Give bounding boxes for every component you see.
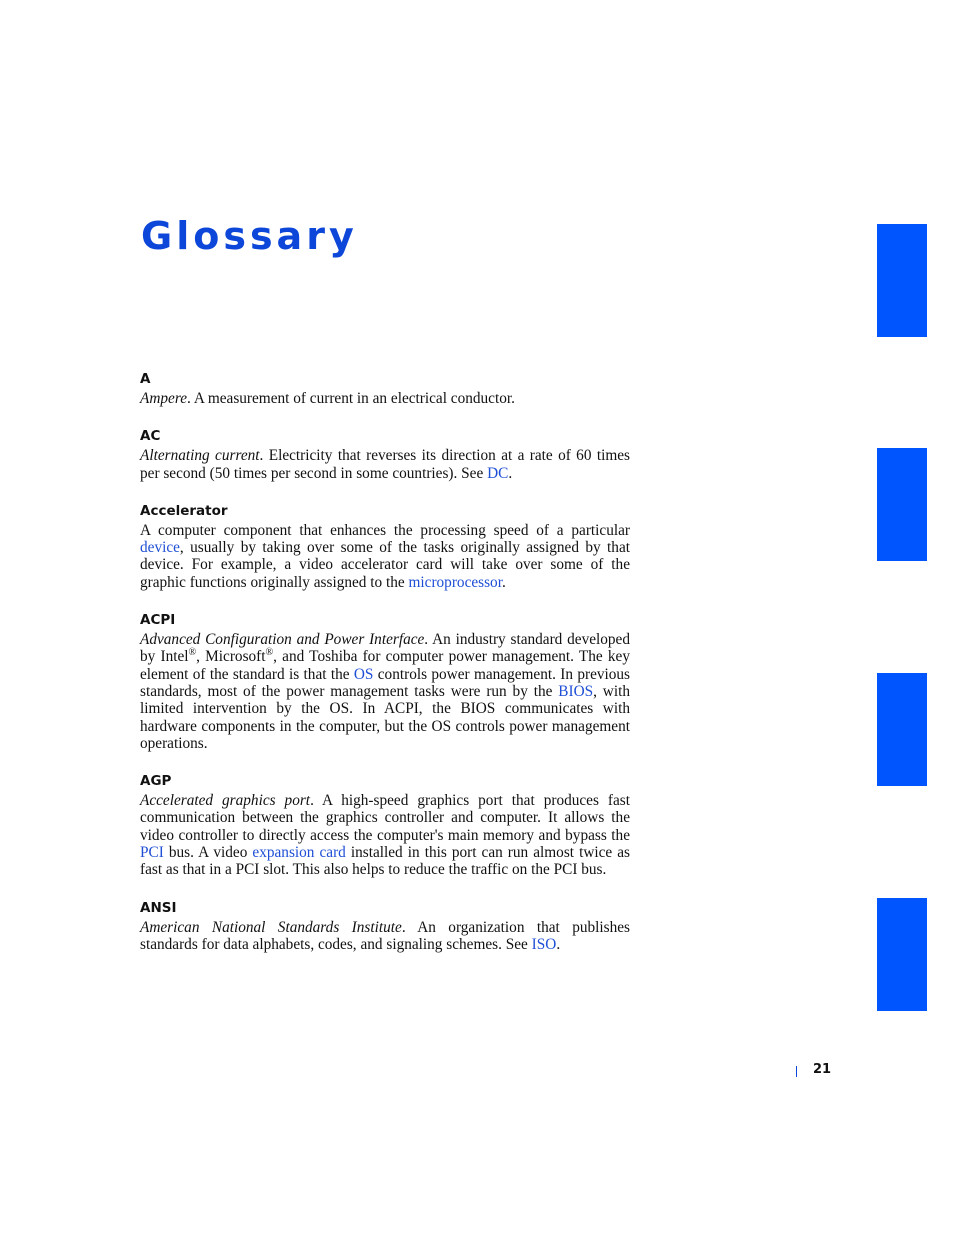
definition-text: bus. A video: [163, 844, 253, 862]
term-expansion: Accelerated graphics port: [140, 792, 311, 810]
registered-mark: ®: [188, 647, 197, 659]
glossary-entry: [140, 770, 630, 878]
definition-text: A computer component that enhances the processing speed of a particular: [140, 521, 630, 539]
glossary-entry: [140, 500, 630, 591]
cross-reference-link[interactable]: ISO: [531, 935, 557, 953]
glossary-definition: [140, 390, 630, 407]
definition-text: installed in this port can run almost twice as fast as that in a PCI slot. This also helps to reduce the traffic on the PCI bus.: [140, 844, 631, 879]
section-tab[interactable]: [877, 898, 927, 1011]
definition-text: , usually by taking over some of the tasks originally assigned by that device. For example, a video accelerator card will take over some of the graphic functions originally assigned to the: [140, 539, 630, 591]
glossary-term: A: [140, 371, 151, 387]
definition-text: .: [556, 935, 561, 953]
glossary-definition: [140, 631, 630, 752]
cross-reference-link[interactable]: expansion card: [252, 844, 346, 862]
glossary-entry: [140, 368, 630, 407]
glossary-term: Accelerator: [140, 502, 228, 519]
glossary-term: ANSI: [140, 899, 177, 916]
glossary-term: AGP: [140, 773, 172, 790]
cross-reference-link[interactable]: BIOS: [558, 682, 594, 700]
section-tab[interactable]: [877, 673, 927, 786]
glossary-definition: [140, 919, 630, 954]
definition-text: , and Toshiba for computer power management. The key element of the standard is that the: [140, 648, 631, 683]
term-expansion: American National Standards Institute: [140, 918, 402, 936]
cross-reference-link[interactable]: DC: [487, 464, 509, 482]
glossary-definition: [140, 792, 630, 878]
glossary-term: ACPI: [140, 612, 176, 629]
term-expansion: Alternating current: [140, 447, 260, 465]
cross-reference-link[interactable]: device: [140, 539, 180, 557]
section-tab[interactable]: [877, 448, 927, 561]
glossary-term: AC: [140, 428, 161, 445]
definition-text: . An organization that publishes standards for data alphabets, codes, and signaling schemes. See: [140, 918, 630, 953]
cross-reference-link[interactable]: microprocessor: [408, 573, 502, 591]
term-expansion: Advanced Configuration and Power Interface: [140, 631, 425, 649]
definition-text: , Microsoft: [196, 648, 266, 666]
definition-text: . A measurement of current in an electrical conductor.: [187, 390, 515, 407]
glossary-entry: [140, 609, 630, 752]
registered-mark: ®: [265, 647, 274, 659]
cross-reference-link[interactable]: OS: [353, 665, 374, 683]
term-expansion: Ampere: [140, 390, 188, 407]
definition-text: .: [501, 573, 506, 591]
section-tab[interactable]: [877, 224, 927, 337]
glossary-definition: [140, 522, 630, 591]
glossary-entry: [140, 425, 630, 482]
definition-text: . An industry standard developed by Intel: [140, 631, 630, 666]
definition-text: controls power management. In previous standards, most of the power management tasks were run by the: [140, 665, 631, 700]
definition-text: .: [508, 464, 513, 482]
definition-text: . A high-speed graphics port that produces fast communication between the graphics controller and computer. It allows the video controller to directly access the computer's main memory and bypass the: [140, 792, 630, 844]
cross-reference-link[interactable]: PCI: [140, 844, 164, 862]
footer-divider: [796, 1066, 797, 1077]
page-number: 21: [813, 1062, 832, 1077]
glossary-definition: [140, 447, 630, 482]
glossary-entry: [140, 897, 630, 954]
definition-text: . Electricity that reverses its direction at a rate of 60 times per second (50 times per second in some countries). See: [140, 447, 631, 482]
glossary-list: [140, 368, 630, 971]
definition-text: , with limited intervention by the OS. In ACPI, the BIOS communicates with hardware components in the computer, but the OS controls power management operations.: [140, 682, 630, 752]
page-title: Glossary: [141, 214, 358, 258]
